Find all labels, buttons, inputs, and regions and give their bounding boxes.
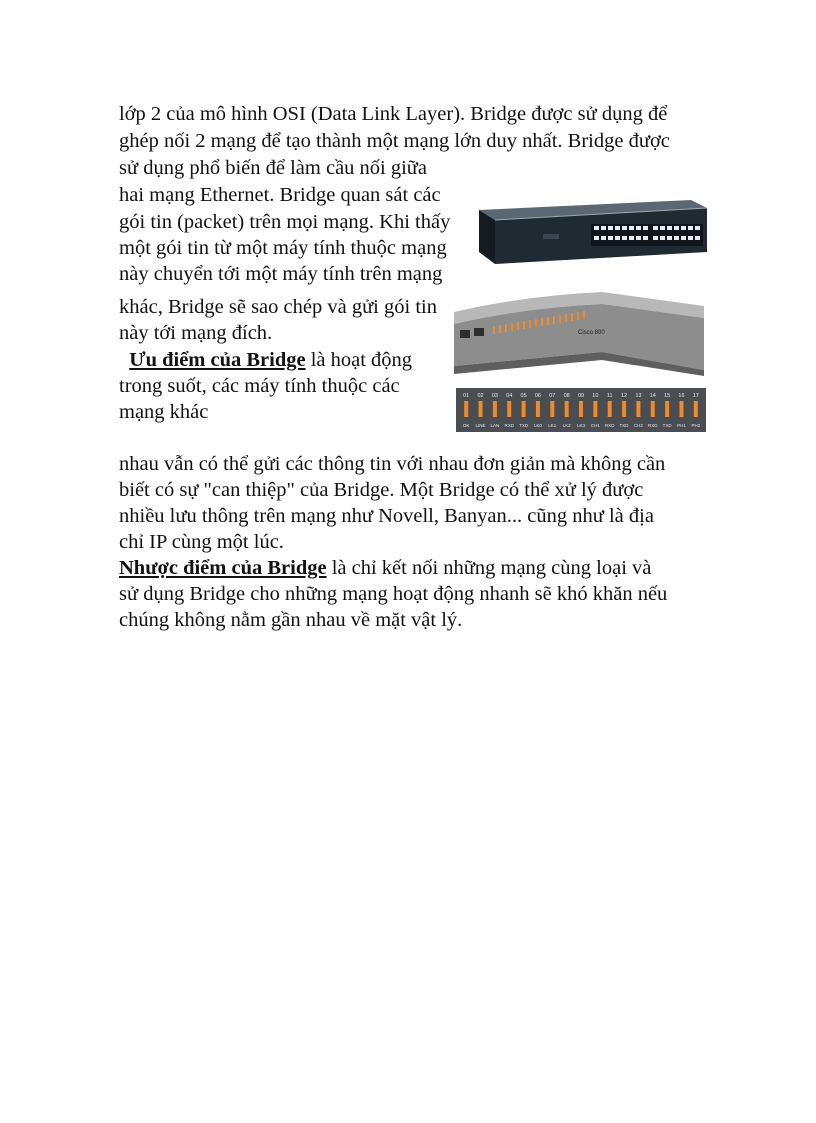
led-function-label: TXD	[662, 423, 672, 428]
led-indicator	[651, 401, 655, 417]
disadvantage-line	[119, 555, 651, 581]
led-function-label: LK2	[562, 423, 571, 428]
led-number-label: 17	[692, 393, 699, 399]
led-indicator	[679, 401, 683, 417]
advantage-line	[119, 347, 412, 373]
led-indicator	[565, 401, 569, 417]
led-indicator	[550, 401, 554, 417]
led-indicator	[479, 401, 483, 417]
text-line: lớp 2 của mô hình OSI (Data Link Layer). Bridge được sử dụng để	[119, 103, 668, 125]
led-indicator	[593, 401, 597, 417]
led-number-label: 16	[678, 393, 685, 399]
switch-ports	[591, 224, 703, 246]
led-number-label: 04	[506, 393, 513, 399]
text-line: sử dụng phổ biến để làm cầu nối giữa	[119, 157, 428, 179]
led-indicator	[622, 401, 626, 417]
led-number-label: 15	[664, 393, 671, 399]
led-function-label: LAN	[490, 423, 500, 428]
led-function-label: LK1	[548, 423, 557, 428]
led-function-label: CH2	[633, 423, 643, 428]
led-panel-svg	[456, 388, 706, 432]
led-function-label: RXD	[504, 423, 514, 428]
led-number-label: 07	[549, 393, 556, 399]
led-number-label: 14	[649, 393, 656, 399]
text-line: chúng không nằm gần nhau về mặt vật lý.	[119, 609, 463, 631]
text-line: biết có sự "can thiệp" của Bridge. Một Bridge có thể xử lý được	[119, 479, 644, 501]
text-line: trong suốt, các máy tính thuộc các	[119, 375, 400, 397]
text-line: hai mạng Ethernet. Bridge quan sát các	[119, 184, 441, 206]
led-function-label: RXD	[648, 423, 658, 428]
led-function-label: OK	[462, 423, 470, 428]
led-number-label: 01	[463, 393, 470, 399]
router-image	[452, 290, 708, 382]
led-indicator	[694, 401, 698, 417]
disadvantage-heading: Nhược điểm của Bridge	[119, 557, 327, 579]
led-indicator	[579, 401, 583, 417]
router-port	[460, 330, 470, 338]
text-line: nhiều lưu thông trên mạng như Novell, Banyan... cũng như là địa	[119, 505, 654, 527]
text-line: chỉ IP cùng một lúc.	[119, 531, 284, 553]
led-number-label: 13	[635, 393, 642, 399]
led-indicator	[464, 401, 468, 417]
led-number-label: 08	[563, 393, 570, 399]
led-function-label: LK0	[533, 423, 542, 428]
led-function-label: LK3	[576, 423, 586, 428]
led-indicator	[507, 401, 511, 417]
led-indicator	[536, 401, 540, 417]
text-line: mạng khác	[119, 401, 209, 423]
led-panel-image	[456, 388, 706, 432]
router-port	[474, 328, 484, 336]
led-function-label: LINE	[475, 423, 486, 428]
advantage-heading: Ưu điểm của Bridge	[129, 349, 306, 371]
text-line: gói tin (packet) trên mọi mạng. Khi thấy	[119, 211, 451, 233]
text-line: này chuyển tới một máy tính trên mạng	[119, 263, 443, 285]
text-line: sử dụng Bridge cho những mạng hoạt động nhanh sẽ khó khăn nếu	[119, 583, 668, 605]
led-function-label: TXD	[519, 423, 529, 428]
disadvantage-text: là chỉ kết nối những mạng cùng loại và	[326, 557, 652, 579]
led-number-label: 11	[606, 393, 613, 399]
led-number-label: 03	[491, 393, 498, 399]
led-number-label: 05	[520, 393, 527, 399]
led-indicator	[493, 401, 497, 417]
led-indicator	[608, 401, 612, 417]
led-indicator	[636, 401, 640, 417]
led-function-label: PH1	[677, 423, 686, 428]
text-line: này tới mạng đích.	[119, 322, 273, 344]
led-number-label: 02	[477, 393, 484, 399]
text-line: nhau vẫn có thể gửi các thông tin với nhau đơn giản mà không cần	[119, 453, 666, 475]
led-indicator	[522, 401, 526, 417]
advantage-text: là hoạt động	[305, 349, 413, 371]
switch-led-strip	[543, 234, 559, 239]
led-function-label: RXD	[604, 423, 615, 428]
network-switch-image	[473, 198, 709, 266]
led-function-label: CH1	[590, 423, 600, 428]
text-line: khác, Bridge sẽ sao chép và gửi gói tin	[119, 296, 437, 318]
router-model-label: Cisco 800	[578, 330, 605, 336]
led-function-label: PH2	[691, 423, 701, 428]
led-function-label: TXD	[619, 423, 629, 428]
text-line: một gói tin từ một máy tính thuộc mạng	[119, 237, 447, 259]
led-number-label: 12	[620, 393, 628, 399]
text-line: ghép nối 2 mạng để tạo thành một mạng lớn duy nhất. Bridge được	[119, 130, 670, 152]
led-number-label: 06	[534, 393, 542, 399]
led-number-label: 10	[592, 393, 599, 399]
led-indicator	[665, 401, 669, 417]
led-number-label: 09	[577, 393, 585, 399]
